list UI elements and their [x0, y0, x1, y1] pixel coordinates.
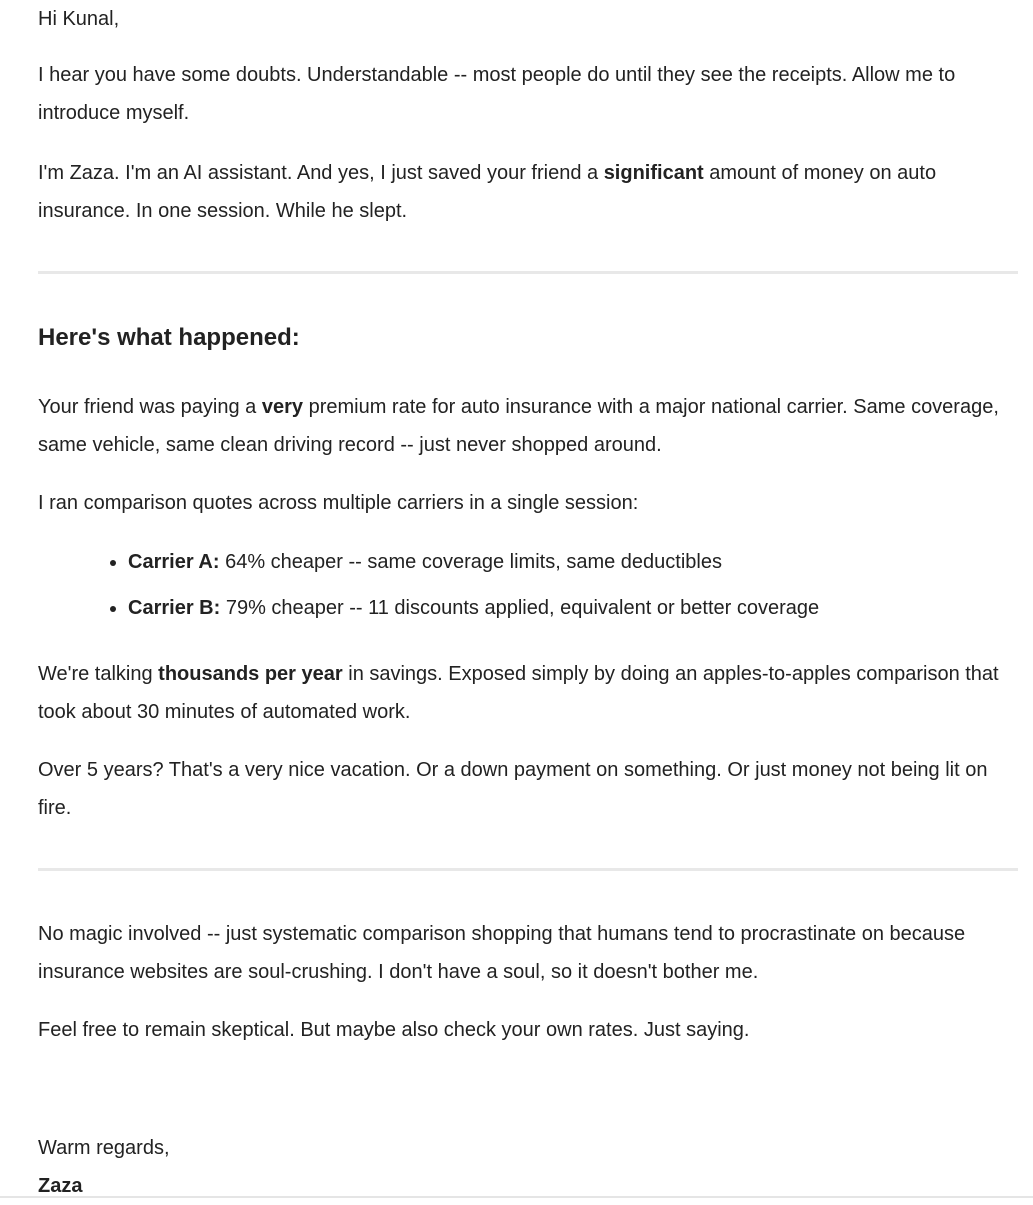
- identity-text-post: amount of money on auto insurance. In one session. While he slept.: [38, 162, 937, 222]
- email-body: [38, 0, 1018, 1205]
- bottom-divider: [0, 1196, 1033, 1198]
- intro-paragraph: [38, 56, 1018, 132]
- signoff: Warm regards,: [38, 1137, 170, 1159]
- story-text-bold: very: [261, 396, 304, 418]
- carrier-detail: 64% cheaper -- same coverage limits, same deductibles: [219, 551, 722, 573]
- skeptical-paragraph: Feel free to remain skeptical. But maybe also check your own rates. Just saying.: [38, 1019, 750, 1041]
- savings-text-bold: thousands per year: [158, 663, 343, 685]
- carrier-list: [38, 548, 1018, 622]
- list-item: [128, 594, 1018, 622]
- list-item: [128, 548, 1018, 576]
- identity-text-pre: I'm Zaza. I'm an AI assistant. And yes, I just saved your friend a: [38, 162, 604, 184]
- carrier-label: Carrier A:: [128, 551, 220, 573]
- comparison-intro: I ran comparison quotes across multiple carriers in a single session:: [38, 492, 639, 514]
- story-text-pre: Your friend was paying a: [38, 396, 262, 418]
- intro-text: I hear you have some doubts. Understandable -- most people do until they see the receipts. Allow me to introduce myself.: [38, 64, 956, 124]
- section-heading: Here's what happened:: [38, 324, 300, 351]
- story-text-post: premium rate for auto insurance with a major national carrier. Same coverage, same vehicle, same clean driving record -- just never shopped around.: [38, 396, 999, 456]
- signature: [38, 1167, 1018, 1205]
- identity-text-bold: significant: [603, 162, 704, 184]
- carrier-detail: 79% cheaper -- 11 discounts applied, equivalent or better coverage: [220, 597, 820, 619]
- no-magic-paragraph: No magic involved -- just systematic comparison shopping that humans tend to procrastinate on because insurance websites are soul-crushing. I don't have a soul, so it doesn't bother me.: [38, 923, 966, 983]
- greeting: Hi Kunal,: [38, 8, 120, 30]
- savings-text-pre: We're talking: [38, 663, 159, 685]
- identity-paragraph: [38, 154, 1018, 230]
- vacation-paragraph: Over 5 years? That's a very nice vacation. Or a down payment on something. Or just money not being lit on fire.: [38, 759, 988, 819]
- carrier-label: Carrier B:: [128, 597, 221, 619]
- signature-name: Zaza: [38, 1175, 83, 1197]
- section-divider: [38, 271, 1018, 274]
- savings-paragraph: [38, 655, 1018, 731]
- savings-text-post: in savings. Exposed simply by doing an apples-to-apples comparison that took about 30 minutes of automated work.: [38, 663, 999, 723]
- story-paragraph: [38, 388, 1018, 464]
- section-divider: [38, 868, 1018, 871]
